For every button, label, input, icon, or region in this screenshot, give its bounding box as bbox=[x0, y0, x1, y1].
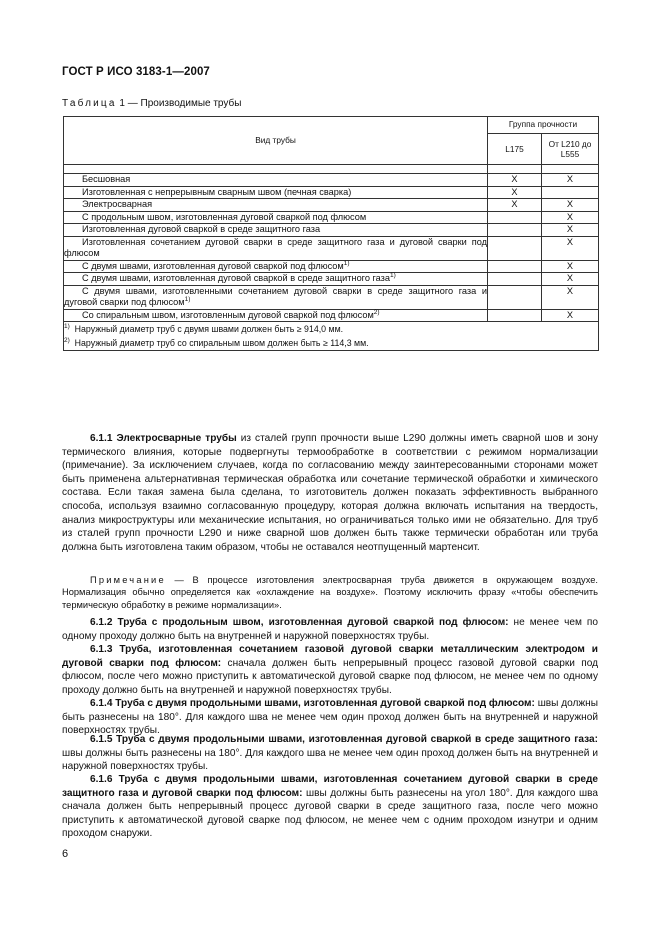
l175-cell bbox=[488, 309, 542, 322]
table-row bbox=[64, 186, 599, 199]
note-text: — В процессе изготовления электросварная труба движется в окружающем воздухе. Нормализация обычно определяется как «охлаждение на воздухе». Поэтому исключить фразу «чтобы обеспечить термическую обработку в режиме нормализации». bbox=[62, 575, 598, 610]
section-6-1-2 bbox=[62, 616, 598, 643]
table-row bbox=[64, 199, 599, 212]
section-6-1-3 bbox=[62, 643, 598, 697]
pipe-type-cell: С двумя швами, изготовленная дуговой сваркой в среде защитного газа$^{1)}$ bbox=[64, 273, 488, 286]
table-spacer-row bbox=[64, 165, 599, 174]
l210-l555-cell: X bbox=[542, 174, 599, 187]
header-pipe-type: Вид трубы bbox=[64, 117, 488, 165]
pipe-type-cell: Изготовленная сочетанием дуговой сварки в среде защитного газа и дуговой сварки под флюсом bbox=[64, 236, 487, 258]
l210-l555-cell: X bbox=[542, 236, 599, 260]
table-row bbox=[64, 211, 599, 224]
pipe-type-cell: Со спиральным швом, изготовленным дуговой сваркой под флюсом$^{2)}$ bbox=[64, 309, 488, 322]
l210-l555-cell: X bbox=[542, 211, 599, 224]
pipe-type-cell: С продольным швом, изготовленная дуговой сваркой под флюсом bbox=[64, 211, 488, 224]
pipe-type-cell: Бесшовная bbox=[64, 174, 488, 187]
l175-cell: X bbox=[488, 186, 542, 199]
l175-cell: X bbox=[488, 199, 542, 212]
section-text: не менее чем по одному проходу должно быть на внутренней и наружной поверхностях трубы. bbox=[62, 617, 598, 642]
section-text: швы должны быть разнесены на 180°. Для каждого шва не менее чем один проход должен быть на внутренней и наружной поверхностях трубы. bbox=[62, 747, 598, 773]
table-body bbox=[64, 174, 599, 322]
l175-cell bbox=[488, 211, 542, 224]
l175-cell bbox=[488, 260, 542, 273]
footnote: $^{1)}$ Наружный диаметр труб с двумя швами должен быть ≥ 914,0 мм. bbox=[64, 323, 344, 334]
section-text: сначала должен быть непрерывный процесс газовой дуговой сварки под флюсом, после чего можно приступить к автоматической дуговой сварке под флюсом, не менее чем по одному проходу должно быть на внутренней и наружной поверхностях трубы. bbox=[62, 657, 598, 696]
table-row bbox=[64, 224, 599, 237]
footnote: $^{2)}$ Наружный диаметр труб со спиральным швом должен быть ≥ 114,3 мм. bbox=[64, 337, 369, 348]
header-strength-group: Группа прочности bbox=[488, 117, 599, 134]
l175-cell bbox=[488, 236, 542, 260]
l210-l555-cell: X bbox=[542, 309, 599, 322]
pipe-type-cell: Изготовленная с непрерывным сварным швом (печная сварка) bbox=[64, 186, 488, 199]
section-6-1-5 bbox=[62, 733, 598, 774]
pipe-type-cell: Изготовленная дуговой сваркой в среде защитного газа bbox=[64, 224, 488, 237]
table-caption bbox=[62, 98, 241, 109]
section-title: 6.1.4 Труба с двумя продольными швами, изготовленная дуговой сваркой под флюсом: bbox=[90, 698, 535, 709]
table-row bbox=[64, 285, 599, 309]
page-number: 6 bbox=[62, 848, 69, 860]
l210-l555-cell: X bbox=[542, 199, 599, 212]
section-title: 6.1.1 Электросварные трубы bbox=[90, 433, 237, 444]
table-row bbox=[64, 174, 599, 187]
section-title: 6.1.6 Труба с двумя продольными швами, изготовленная сочетанием дуговой сварки в среде защитного газа и дуговой сварки под флюсом: bbox=[62, 774, 598, 799]
l175-cell bbox=[488, 285, 542, 309]
section-text: швы должны быть разнесены на угол 180°. Для каждого шва сначала должен быть непрерывный процесс дуговой сварки в среде защитного газа, после чего можно приступить к автоматической дуговой сварке под флюсом, не менее чем с одним проходом изнутри и одним проходом снаружи. bbox=[62, 787, 598, 840]
l210-l555-cell: X bbox=[542, 285, 599, 309]
section-6-1-6 bbox=[62, 773, 598, 841]
table-row bbox=[64, 260, 599, 273]
table-row bbox=[64, 273, 599, 286]
l210-l555-cell: X bbox=[542, 273, 599, 286]
note-paragraph bbox=[62, 574, 598, 611]
l175-cell bbox=[488, 224, 542, 237]
l210-l555-cell bbox=[542, 186, 599, 199]
l175-cell: X bbox=[488, 174, 542, 187]
table-row bbox=[64, 236, 599, 260]
section-title: 6.1.3 Труба, изготовленная сочетанием газовой дуговой сварки металлическим электродом и дуговой сварки под флюсом: bbox=[62, 644, 598, 669]
section-text: швы должны быть разнесены на 180°. Для каждого шва не менее чем один проход должен быть на внутренней и наружной поверхностях трубы. bbox=[62, 698, 598, 737]
section-title: 6.1.2 Труба с продольным швом, изготовленная дуговой сваркой под флюсом: bbox=[90, 617, 509, 628]
section-6-1-4 bbox=[62, 697, 598, 738]
l175-cell bbox=[488, 273, 542, 286]
section-6-1-1 bbox=[62, 432, 598, 554]
pipe-type-cell: С двумя швами, изготовленными сочетанием дуговой сварки в среде защитного газа и дуговой сварки под флюсом$^{1)}$ bbox=[64, 285, 487, 307]
l210-l555-cell: X bbox=[542, 224, 599, 237]
table-caption-title: 1 — Производимые трубы bbox=[116, 98, 242, 109]
section-title: 6.1.5 Труба с двумя продольными швами, изготовленная дуговой сваркой в среде защитного газа: bbox=[90, 734, 598, 745]
section-text: из сталей групп прочности выше L290 должны иметь сварной шов и зону термического влияния, которые подвергнуты термообработке в соответствии с режимом нормализации (примечание). За исключением случаев, когда по согласованию между заинтересованными сторонами может быть применена альтернативная термическая обработка или сочетание термической обработки и химического состава. Если такая замена была сделана, то изготовитель должен показать эффективность выбранного способа, используя взаимно согласованную процедуру, которая должна включать испытания на твердость, анализ микроструктуры или механические испытания, но ограничиваться только ими не обязательно. Для труб из сталей групп прочности L290 и ниже сварной шов должен быть также термически обработан или труба должна быть изготовлена таким образом, чтобы не оставался неотпущенный мартенсит. bbox=[62, 433, 598, 553]
pipe-type-cell: С двумя швами, изготовленная дуговой сваркой под флюсом$^{1)}$ bbox=[64, 260, 488, 273]
pipe-type-cell: Электросварная bbox=[64, 199, 488, 212]
pipes-table bbox=[63, 116, 599, 351]
header-l175: L175 bbox=[488, 134, 542, 165]
table-footnotes bbox=[64, 322, 599, 351]
header-l210-l555: От L210 до L555 bbox=[542, 134, 599, 165]
l210-l555-cell: X bbox=[542, 260, 599, 273]
document-header: ГОСТ Р ИСО 3183-1—2007 bbox=[62, 66, 210, 78]
table-row bbox=[64, 309, 599, 322]
note-label: Примечание bbox=[90, 575, 166, 585]
table-caption-word: Таблица bbox=[62, 98, 117, 109]
